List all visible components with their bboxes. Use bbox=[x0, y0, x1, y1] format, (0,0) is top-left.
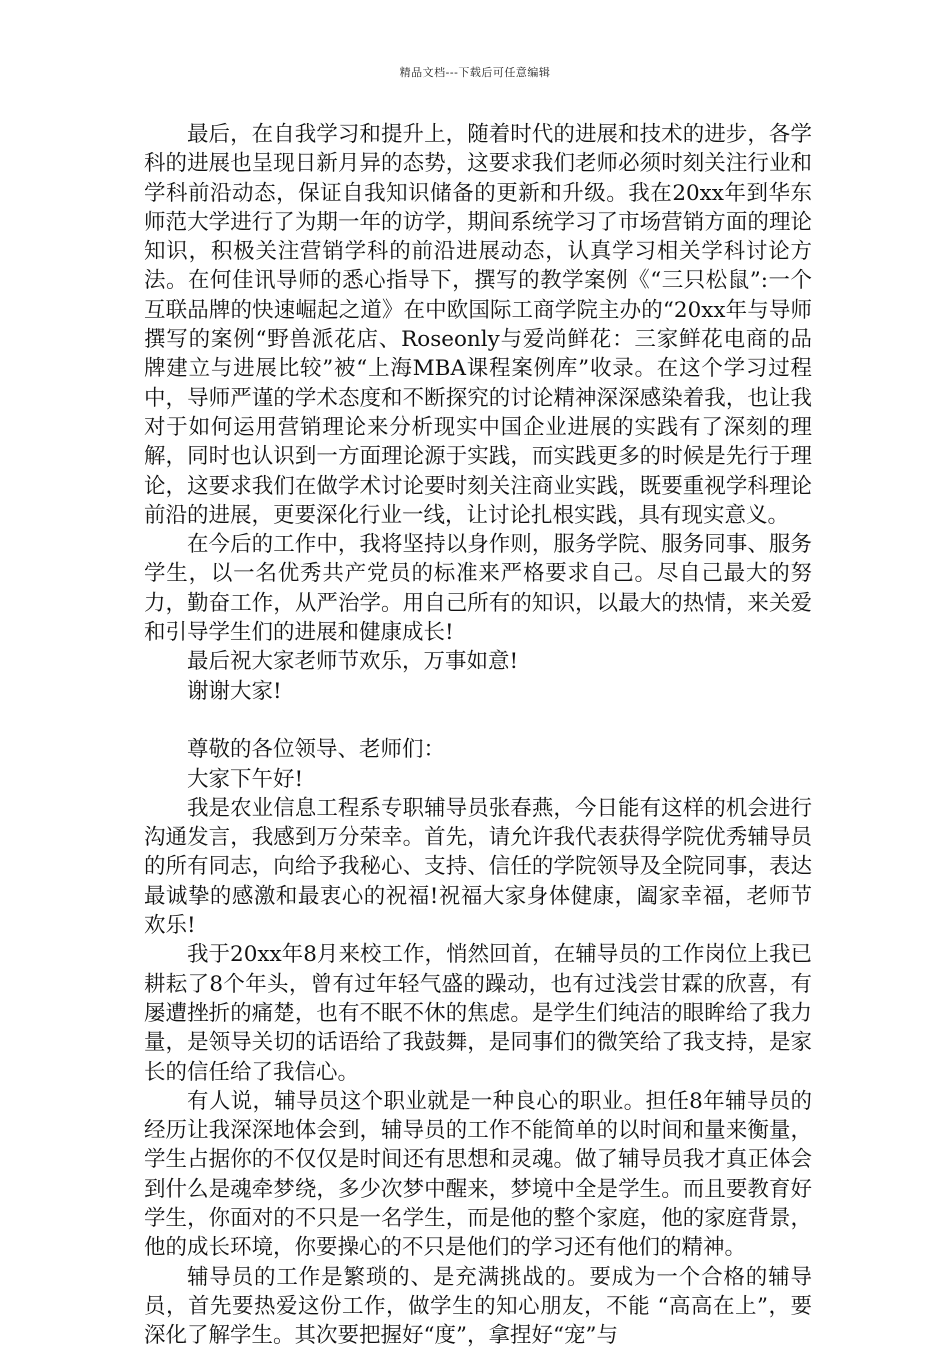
paragraph: 谢谢大家! bbox=[187, 678, 282, 704]
paragraph: 辅导员的工作是繁琐的、是充满挑战的。要成为一个合格的辅导员，首先要热爱这份工作，做学生的知心朋友，不能 “高高在上”，要深化了解学生。其次要把握好“度”，拿捏好“宠”与 bbox=[144, 1264, 812, 1349]
greeting: 大家下午好! bbox=[187, 766, 304, 792]
salutation: 尊敬的各位领导、老师们： bbox=[187, 737, 446, 763]
paragraph: 最后祝大家老师节欢乐，万事如意! bbox=[187, 649, 519, 675]
paragraph: 在今后的工作中，我将坚持以身作则，服务学院、服务同事、服务学生，以一名优秀共产党员的标准来严格要求自己。尽自己最大的努力，勤奋工作，从严治学。用自己所有的知识，以最大的热情，来关爱和引导学生们的进展和健康成长! bbox=[144, 532, 812, 646]
page-header: 精品文档---下载后可任意编辑 bbox=[399, 66, 551, 79]
blank-line bbox=[144, 706, 812, 735]
paragraph: 我是农业信息工程系专职辅导员张春燕，今日能有这样的机会进行沟通发言，我感到万分荣幸。首先，请允许我代表获得学院优秀辅导员的所有同志，向给予我秘心、支持、信任的学院领导及全院同事，表达最诚挚的感激和最衷心的祝福!祝福大家身体健康，阖家幸福，老师节欢乐! bbox=[144, 795, 812, 939]
paragraph: 我于20xx年8月来校工作，悄然回首，在辅导员的工作岗位上我已耕耘了8个年头，曾有过年轻气盛的躁动，也有过浅尝甘霖的欣喜，有屡遭挫折的痛楚，也有不眠不休的焦虑。是学生们纯洁的眼眸给了我力量，是领导关切的话语给了我鼓舞，是同事们的微笑给了我支持，是家长的信任给了我信心。 bbox=[144, 942, 812, 1085]
paragraph: 有人说，辅导员这个职业就是一种良心的职业。担任8年辅导员的经历让我深深地体会到，辅导员的工作不能简单的以时间和量来衡量，学生占据你的不仅仅是时间还有思想和灵魂。做了辅导员我才真正体会到什么是魂牵梦绕，多少次梦中醒来，梦境中全是学生。而且要教育好学生，你面对的不只是一名学生，而是他的整个家庭，他的家庭背景，他的成长环境，你要操心的不只是他们的学习还有他们的精神。 bbox=[144, 1088, 812, 1261]
document-body bbox=[144, 120, 812, 1350]
paragraph: 最后，在自我学习和提升上，随着时代的进展和技术的进步，各学科的进展也呈现日新月异的态势，这要求我们老师必须时刻关注行业和学科前沿动态，保证自我知识储备的更新和升级。我在20xx年到华东师范大学进行了为期一年的访学，期间系统学习了市场营销方面的理论知识，积极关注营销学科的前沿进展动态，认真学习相关学科讨论方法。在何佳讯导师的悉心指导下，撰写的教学案例《“三只松鼠”:一个互联品牌的快速崛起之道》在中欧国际工商学院主办的“20xx年与导师撰写的案例“野兽派花店、Roseonly与爱尚鲜花：三家鲜花电商的品牌建立与进展比较”被“上海MBA课程案例库”收录。在这个学习过程中，导师严谨的学术态度和不断探究的讨论精神深深感染着我，也让我对于如何运用营销理论来分析现实中国企业进展的实践有了深刻的理解，同时也认识到一方面理论源于实践，而实践更多的时候是先行于理论，这要求我们在做学术讨论要时刻关注商业实践，既要重视学科理论前沿的进展，更要深化行业一线，让讨论扎根实践，具有现实意义。 bbox=[144, 122, 812, 528]
